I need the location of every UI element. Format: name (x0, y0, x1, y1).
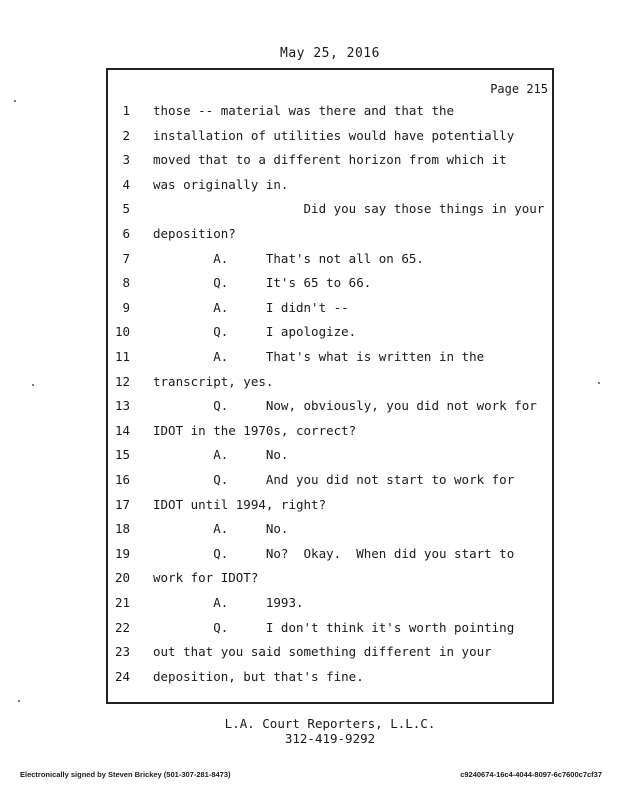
transcript-line (0, 152, 618, 176)
court-reporters-name: L.A. Court Reporters, L.L.C. (224, 716, 436, 731)
transcript-line (0, 423, 618, 447)
line-number: 23 (114, 644, 130, 660)
line-number: 7 (122, 250, 130, 266)
transcript-line (0, 644, 618, 668)
transcript-line (0, 251, 618, 275)
transcript-line (0, 177, 618, 201)
line-number: 20 (114, 570, 130, 586)
line-text: A. That's what is written in the (153, 349, 485, 364)
line-number: 15 (114, 447, 130, 463)
electronic-signature: Electronically signed by Steven Brickey (501-307-281-8473) (20, 770, 231, 779)
line-text: IDOT in the 1970s, correct? (153, 422, 357, 438)
transcript-line (0, 570, 618, 594)
line-text: Q. It's 65 to 66. (153, 275, 372, 291)
line-number: 13 (114, 398, 130, 414)
line-number: 1 (122, 103, 130, 118)
line-number: 2 (122, 127, 130, 143)
line-number: 16 (114, 472, 130, 487)
court-reporters-phone: 312-419-9292 (284, 731, 376, 746)
line-number: 24 (114, 668, 130, 684)
line-number: 9 (122, 299, 130, 315)
line-number: 4 (122, 176, 130, 192)
line-text: A. That's not all on 65. (153, 250, 424, 266)
line-text: Q. I apologize. (153, 324, 357, 340)
transcript-line (0, 620, 618, 644)
transcript-line (0, 226, 618, 250)
page-number: Page 215 (490, 82, 548, 96)
transcript-line (0, 324, 618, 348)
line-text: Q. No? Okay. When did you start to (153, 545, 515, 561)
line-text: A. No. (153, 447, 289, 463)
scan-speck (14, 100, 16, 102)
transcript-line (0, 669, 618, 693)
deposition-date: May 25, 2016 (280, 46, 380, 61)
line-number: 18 (114, 521, 130, 537)
line-number: 12 (114, 373, 130, 389)
line-number: 21 (114, 595, 130, 610)
line-text: work for IDOT? (153, 570, 259, 586)
line-text: was originally in. (153, 176, 289, 192)
line-text: installation of utilities would have potentially (153, 127, 515, 143)
line-number: 10 (114, 324, 130, 340)
line-text: Q. Now, obviously, you did not work for (153, 398, 537, 414)
line-text: Did you say those things in your (153, 201, 545, 217)
line-text: those -- material was there and that the (153, 103, 455, 118)
transcript-line (0, 398, 618, 422)
line-text: transcript, yes. (153, 373, 274, 389)
transcript-line (0, 349, 618, 373)
transcript-line (0, 275, 618, 299)
line-text: A. No. (153, 521, 289, 537)
line-number: 14 (114, 422, 130, 438)
line-text: IDOT until 1994, right? (153, 496, 327, 512)
line-text: A. 1993. (153, 595, 304, 610)
line-text: deposition, but that's fine. (153, 668, 364, 684)
scan-speck (18, 700, 20, 702)
document-hash: c9240674-16c4-4044-8097-6c7600c7cf37 (460, 770, 602, 779)
transcript-line (0, 472, 618, 496)
transcript-line (0, 447, 618, 471)
line-number: 8 (122, 275, 130, 291)
transcript-line (0, 497, 618, 521)
line-text: Q. I don't think it's worth pointing (153, 619, 515, 635)
line-text: moved that to a different horizon from which it (153, 152, 507, 168)
line-number: 11 (114, 349, 130, 364)
line-text: out that you said something different in your (153, 644, 492, 660)
line-number: 19 (114, 545, 130, 561)
line-text: A. I didn't -- (153, 299, 349, 315)
line-number: 22 (114, 619, 130, 635)
line-number: 5 (122, 201, 130, 217)
line-text: deposition? (153, 226, 236, 241)
transcript-line (0, 103, 618, 127)
line-number: 6 (122, 226, 130, 241)
transcript-line (0, 374, 618, 398)
line-number: 3 (122, 152, 130, 168)
line-text: Q. And you did not start to work for (153, 472, 515, 487)
transcript-line (0, 201, 618, 225)
transcript-line (0, 521, 618, 545)
scan-speck (598, 382, 600, 384)
transcript-line (0, 300, 618, 324)
scan-speck (32, 384, 34, 386)
transcript-line (0, 546, 618, 570)
transcript-line (0, 128, 618, 152)
transcript-line (0, 595, 618, 619)
line-number: 17 (114, 496, 130, 512)
